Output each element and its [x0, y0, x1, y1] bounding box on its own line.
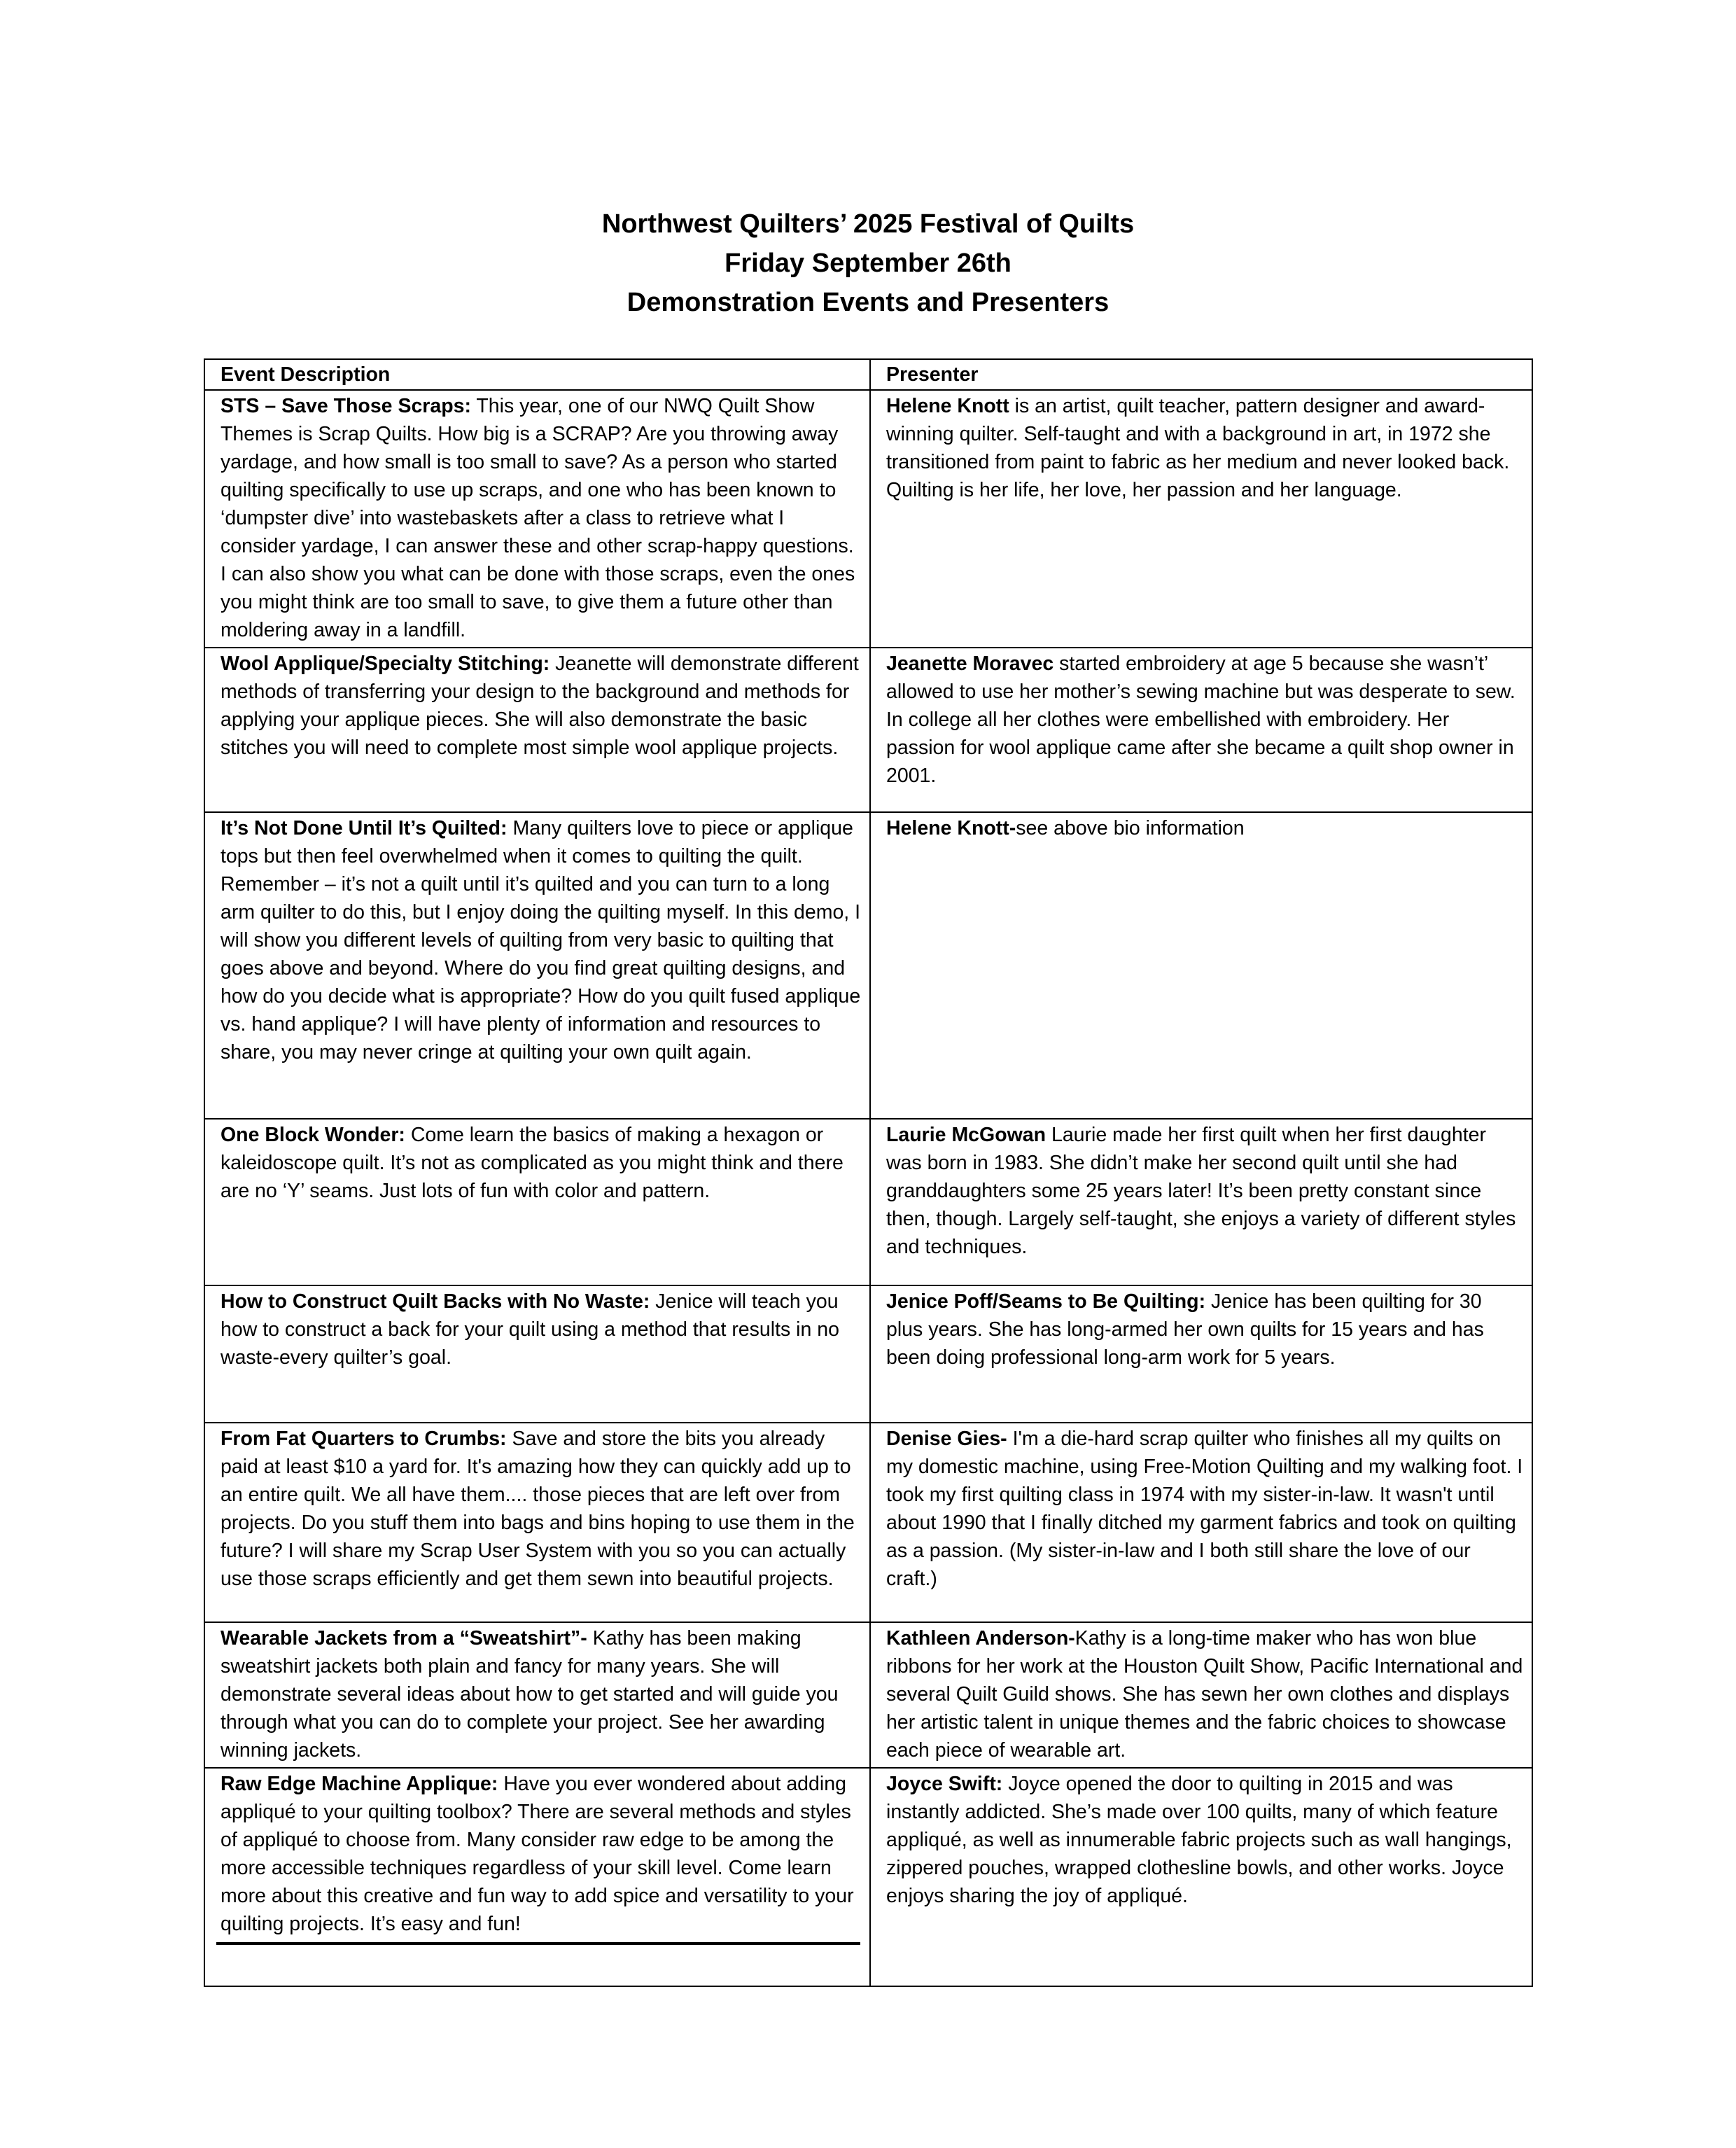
event-date: Friday September 26th: [724, 249, 1011, 278]
presenter-name: Laurie McGowan: [886, 1124, 1046, 1146]
presenter-bio: Laurie made her first quilt when her first daughter was born in 1983. She didn’t make her second quilt until she had granddaughters some 25 years later! It’s been pretty constant since then, though. Largely self-taught, she enjoys a variety of different styles and techniques.: [886, 1124, 1516, 1258]
presenter-name: Joyce Swift:: [886, 1773, 1003, 1795]
event-text: Come learn the basics of making a hexagon or kaleidoscope quilt. It’s not as complicated as you might think and there are no ‘Y’ seams. Just lots of fun with color and pattern.: [220, 1124, 844, 1202]
page-subtitle: Demonstration Events and Presenters: [626, 288, 1110, 317]
presenter-bio: Joyce opened the door to quilting in 2015 and was instantly addicted. She’s made over 100 quilts, many of which feature appliqué, as well as innumerable fabric projects such as wall hangings, zippered pouches, wrapped clothesline bowls, and other works. Joyce enjoys sharing the joy of appliqué.: [886, 1773, 1512, 1907]
event-title: From Fat Quarters to Crumbs:: [220, 1428, 507, 1450]
event-description-cell: [204, 390, 870, 648]
column-header-event: Event Description: [204, 359, 870, 390]
table-row: [204, 1119, 1532, 1285]
event-title: STS – Save Those Scraps:: [220, 395, 471, 417]
event-description-cell: [204, 812, 870, 1119]
table-row: [204, 648, 1532, 812]
event-text: Save and store the bits you already paid at least $10 a yard for. It's amazing how they can quickly add up to an entire quilt. We all have them.... those pieces that are left over from projects. Do you stuff them into bags and bins hoping to use them in the future? I will share my Scrap User System with you so you can actually use those scraps efficiently and get them sewn into beautiful projects.: [220, 1428, 855, 1590]
presenter-name: Kathleen Anderson-: [886, 1627, 1075, 1650]
event-description-cell: [204, 648, 870, 812]
presenter-cell: [870, 1119, 1532, 1285]
presenter-name: Helene Knott: [886, 395, 1009, 417]
presenter-name: Denise Gies-: [886, 1428, 1007, 1450]
presenter-cell: [870, 390, 1532, 648]
event-title: Wool Applique/Specialty Stitching:: [220, 653, 550, 675]
presenter-cell: [870, 1285, 1532, 1423]
event-title: One Block Wonder:: [220, 1124, 405, 1146]
event-text: This year, one of our NWQ Quilt Show Themes is Scrap Quilts. How big is a SCRAP? Are you throwing away yardage, and how small is too small to save? As a person who started quilting specifically to use up scraps, and one who has been known to ‘dumpster dive’ into wastebaskets after a class to retrieve what I consider yardage, I can answer these and other scrap-happy questions. I can also show you what can be done with those scraps, even the ones you might think are too small to save, to give them a future other than moldering away in a landfill.: [220, 395, 855, 641]
table-row: [204, 1423, 1532, 1622]
event-title: Wearable Jackets from a “Sweatshirt”-: [220, 1627, 587, 1650]
underline-divider: [216, 1942, 860, 1945]
table-header-row: [204, 359, 1532, 390]
table-row: [204, 1622, 1532, 1768]
presenter-bio: I'm a die-hard scrap quilter who finishes all my quilts on my domestic machine, using Free-Motion Quilting and my walking foot. I took my first quilting class in 1974 with my sister-in-law. It wasn't until about 1990 that I finally ditched my garment fabrics and took on quilting as a passion. (My sister-in-law and I both still share the love of our craft.): [886, 1428, 1523, 1590]
column-header-presenter: Presenter: [870, 359, 1532, 390]
event-text: Many quilters love to piece or applique tops but then feel overwhelmed when it comes to quilting the quilt. Remember – it’s not a quilt until it’s quilted and you can turn to a long arm quilter to do this, but I enjoy doing the quilting myself. In this demo, I will show you different levels of quilting from very basic to quilting that goes above and beyond. Where do you find great quilting designs, and how do you decide what is appropriate? How do you quilt fused applique vs. hand applique? I will have plenty of information and resources to share, you may never cringe at quilting your own quilt again.: [220, 817, 861, 1063]
event-title: It’s Not Done Until It’s Quilted:: [220, 817, 507, 839]
presenter-bio: is an artist, quilt teacher, pattern designer and award-winning quilter. Self-taught and with a background in art, in 1972 she transitioned from paint to fabric as her medium and never looked back. Quilting is her life, her love, her passion and her language.: [886, 395, 1510, 501]
event-description-cell: [204, 1423, 870, 1622]
page-title: Northwest Quilters’ 2025 Festival of Quilts: [601, 209, 1135, 239]
presenter-cell: [870, 648, 1532, 812]
presenter-cell: [870, 1423, 1532, 1622]
presenter-name: Jenice Poff/Seams to Be Quilting:: [886, 1290, 1206, 1313]
presenter-name: Jeanette Moravec: [886, 653, 1054, 675]
table-row: [204, 1285, 1532, 1423]
table-row: [204, 812, 1532, 1119]
event-title: How to Construct Quilt Backs with No Waste:: [220, 1290, 650, 1313]
event-description-cell: [204, 1285, 870, 1423]
table-row: [204, 1768, 1532, 1986]
event-description-cell: [204, 1768, 870, 1986]
events-table: [204, 358, 1533, 1987]
table-row: [204, 390, 1532, 648]
presenter-name: Helene Knott-: [886, 817, 1016, 839]
page-header: [0, 204, 1736, 322]
presenter-cell: [870, 812, 1532, 1119]
event-text: Have you ever wondered about adding appliqué to your quilting toolbox? There are several methods and styles of appliqué to choose from. Many consider raw edge to be among the more accessible techniques regardless of your skill level. Come learn more about this creative and fun way to add spice and versatility to your quilting projects. It’s easy and fun!: [220, 1773, 854, 1935]
presenter-bio: started embroidery at age 5 because she wasn’t’ allowed to use her mother’s sewing machine but was desperate to sew. In college all her clothes were embellished with embroidery. Her passion for wool applique came after she became a quilt shop owner in 2001.: [886, 653, 1516, 787]
presenter-bio: see above bio information: [1016, 817, 1245, 839]
presenter-cell: [870, 1622, 1532, 1768]
event-title: Raw Edge Machine Applique:: [220, 1773, 498, 1795]
event-description-cell: [204, 1119, 870, 1285]
event-text: Jenice will teach you how to construct a back for your quilt using a method that results in no waste-every quilter’s goal.: [220, 1290, 839, 1369]
event-description-cell: [204, 1622, 870, 1768]
presenter-cell: [870, 1768, 1532, 1986]
presenter-bio: Kathy is a long-time maker who has won blue ribbons for her work at the Houston Quilt Show, Pacific International and several Quilt Guild shows. She has sewn her own clothes and displays her artistic talent in unique themes and the fabric choices to showcase each piece of wearable art.: [886, 1627, 1523, 1762]
event-text: Kathy has been making sweatshirt jackets both plain and fancy for many years. She will demonstrate several ideas about how to get started and will guide you through what you can do to complete your project. See her awarding winning jackets.: [220, 1627, 839, 1762]
event-text: Jeanette will demonstrate different methods of transferring your design to the background and methods for applying your applique pieces. She will also demonstrate the basic stitches you will need to complete most simple wool applique projects.: [220, 653, 859, 759]
presenter-bio: Jenice has been quilting for 30 plus years. She has long-armed her own quilts for 15 years and has been doing professional long-arm work for 5 years.: [886, 1290, 1484, 1369]
